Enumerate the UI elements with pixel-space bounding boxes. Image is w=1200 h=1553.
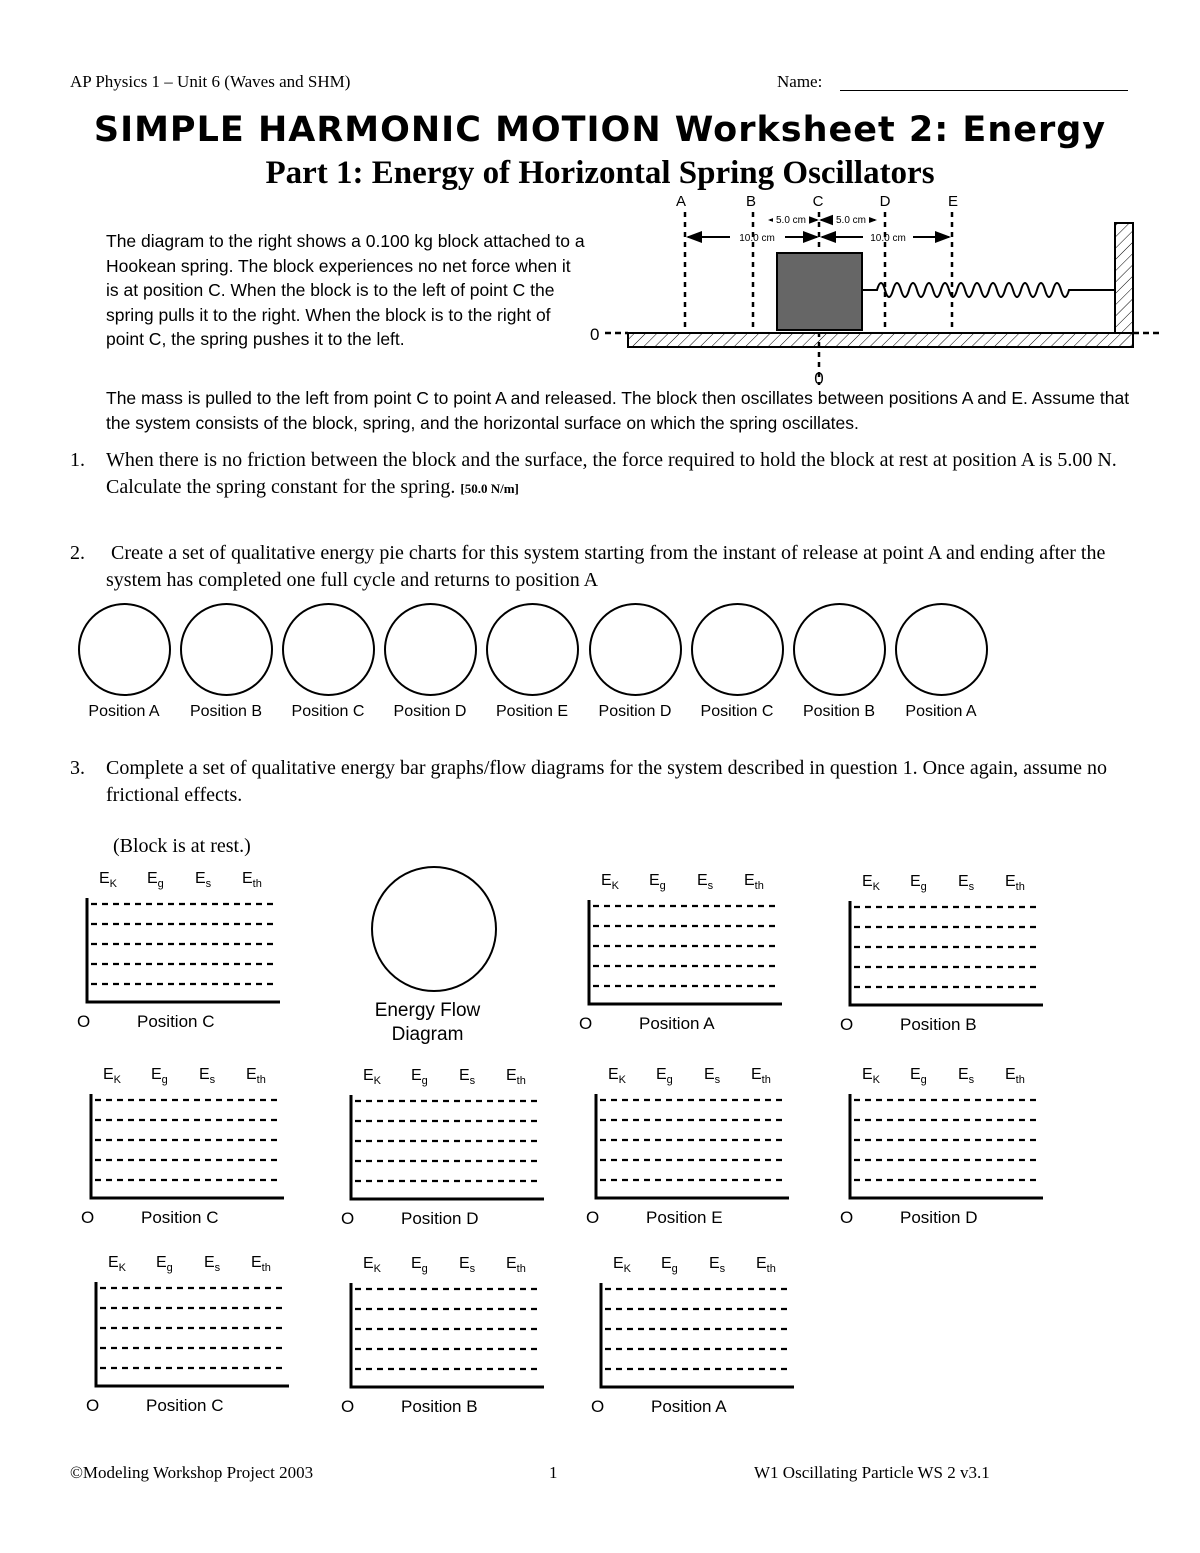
- q3-number: 3.: [70, 757, 85, 779]
- footer-copyright: ©Modeling Workshop Project 2003: [70, 1463, 314, 1482]
- footer-doc-id: W1 Oscillating Particle WS 2 v3.1: [754, 1463, 990, 1482]
- energy-label-k: [363, 1067, 381, 1087]
- worksheet-title: SIMPLE HARMONIC MOTION Worksheet 2: Energy: [93, 110, 1107, 150]
- energy-subscript: K: [373, 1075, 382, 1088]
- q2-text: Create a set of qualitative energy pie charts for this system starting from the instant of release at point A and ending after the system has completed one full cycle and returns to position A: [106, 542, 1106, 591]
- graph-position-label: Position D: [401, 1209, 479, 1228]
- origin-label: O: [341, 1209, 355, 1228]
- pie-chart-circle[interactable]: [793, 603, 886, 696]
- pie-chart-label: Position A: [905, 703, 977, 720]
- energy-subscript: s: [968, 881, 975, 894]
- energy-subscript: th: [761, 1074, 771, 1087]
- bar-graph-axes: [349, 1095, 549, 1205]
- point-label-b: B: [745, 193, 757, 210]
- energy-label-th: [251, 1254, 271, 1274]
- energy-symbol: E: [506, 1067, 517, 1084]
- energy-symbol: E: [661, 1255, 672, 1272]
- energy-label-th: [246, 1066, 266, 1086]
- energy-bar-graph[interactable]: [341, 1255, 569, 1425]
- energy-subscript: K: [872, 881, 881, 894]
- pie-chart-label: Position A: [88, 703, 160, 720]
- energy-subscript: s: [214, 1262, 221, 1275]
- energy-symbol: E: [459, 1067, 470, 1084]
- energy-label-k: [108, 1254, 126, 1274]
- pie-chart-circle[interactable]: [384, 603, 477, 696]
- energy-symbol: E: [608, 1066, 619, 1083]
- origin-label: O: [840, 1015, 854, 1034]
- point-label-e: E: [947, 193, 959, 210]
- energy-subscript: th: [1015, 881, 1025, 894]
- energy-subscript: K: [872, 1074, 881, 1087]
- pie-chart-label: Position C: [291, 703, 365, 720]
- energy-symbol: E: [601, 872, 612, 889]
- energy-label-k: [99, 870, 117, 890]
- energy-label-k: [363, 1255, 381, 1275]
- energy-subscript: s: [205, 878, 212, 891]
- energy-flow-circle[interactable]: [371, 866, 497, 992]
- energy-subscript: th: [256, 1074, 266, 1087]
- energy-label-g: [151, 1066, 168, 1086]
- energy-subscript: th: [766, 1263, 776, 1276]
- graph-position-label: Position A: [639, 1014, 715, 1033]
- energy-subscript: K: [611, 880, 620, 893]
- energy-symbol: E: [756, 1255, 767, 1272]
- energy-subscript: g: [920, 881, 927, 894]
- energy-subscript: K: [109, 878, 118, 891]
- bar-graph-axes: [85, 898, 285, 1008]
- energy-bar-graph[interactable]: [586, 1066, 814, 1236]
- energy-label-g: [661, 1255, 678, 1275]
- energy-label-g: [411, 1067, 428, 1087]
- energy-label-s: [709, 1255, 725, 1275]
- part-title: Part 1: Energy of Horizontal Spring Oscillators: [265, 155, 935, 191]
- energy-flow-label: [340, 999, 515, 1047]
- rest-note: (Block is at rest.): [113, 835, 251, 857]
- energy-bar-graph[interactable]: [840, 1066, 1068, 1236]
- energy-symbol: E: [251, 1254, 262, 1271]
- pie-chart-label: Position D: [393, 703, 467, 720]
- origin-label: O: [586, 1208, 600, 1227]
- footer-page-number: 1: [549, 1463, 558, 1482]
- origin-label: O: [591, 1397, 605, 1416]
- energy-label-g: [411, 1255, 428, 1275]
- energy-symbol: E: [363, 1067, 374, 1084]
- intro-text: The diagram to the right shows a 0.100 kg block attached to a Hookean spring. The block experiences no net force when it is at position C. When the block is to the left of point C the spring pulls it to the right. When the block is to the right of point C, the spring pushes it to the left.: [106, 231, 585, 349]
- energy-symbol: E: [862, 873, 873, 890]
- energy-subscript: K: [118, 1262, 127, 1275]
- bar-graph-axes: [594, 1094, 794, 1204]
- energy-symbol: E: [199, 1066, 210, 1083]
- pie-chart-circle[interactable]: [691, 603, 784, 696]
- energy-symbol: E: [1005, 1066, 1016, 1083]
- energy-symbol: E: [195, 870, 206, 887]
- bar-graph-axes: [94, 1282, 294, 1392]
- energy-subscript: th: [516, 1263, 526, 1276]
- energy-label-th: [744, 872, 764, 892]
- q1-answer-hint: [50.0 N/m]: [460, 481, 519, 496]
- graph-position-label: Position C: [146, 1396, 224, 1415]
- energy-bar-graph[interactable]: [591, 1255, 819, 1425]
- energy-subscript: g: [659, 880, 666, 893]
- energy-subscript: th: [754, 880, 764, 893]
- energy-symbol: E: [411, 1255, 422, 1272]
- energy-symbol: E: [99, 870, 110, 887]
- energy-symbol: E: [910, 873, 921, 890]
- point-label-a: A: [675, 193, 687, 210]
- energy-label-k: [103, 1066, 121, 1086]
- energy-symbol: E: [147, 870, 158, 887]
- energy-symbol: E: [151, 1066, 162, 1083]
- energy-symbol: E: [704, 1066, 715, 1083]
- energy-subscript: th: [1015, 1074, 1025, 1087]
- energy-bar-graph[interactable]: [86, 1254, 314, 1424]
- energy-label-th: [242, 870, 262, 890]
- energy-label-g: [910, 1066, 927, 1086]
- block: [777, 253, 862, 330]
- q1-number: 1.: [70, 449, 85, 471]
- energy-symbol: E: [363, 1255, 374, 1272]
- energy-symbol: E: [910, 1066, 921, 1083]
- energy-label-s: [958, 873, 974, 893]
- energy-bar-graph[interactable]: [840, 873, 1068, 1043]
- setup-text: The mass is pulled to the left from point C to point A and released. The block then oscillates between positions A and E. Assume that the system consists of the block, spring, and the horizontal surface on which the spring oscillates.: [106, 388, 1130, 433]
- axis-lines: [91, 1094, 284, 1198]
- bar-graph-axes: [89, 1094, 289, 1204]
- zero-left-label: 0: [590, 325, 600, 344]
- q2-number: 2.: [70, 542, 85, 564]
- energy-symbol: E: [156, 1254, 167, 1271]
- energy-label-th: [756, 1255, 776, 1275]
- q3-text: Complete a set of qualitative energy bar graphs/flow diagrams for the system described in question 1. Once again, assume no frictional effects.: [106, 757, 1108, 806]
- energy-symbol: E: [958, 873, 969, 890]
- energy-label-s: [199, 1066, 215, 1086]
- dim-5cm-left: 5.0 cm: [775, 215, 807, 226]
- energy-symbol: E: [411, 1067, 422, 1084]
- axis-lines: [351, 1283, 544, 1387]
- energy-subscript: th: [252, 878, 262, 891]
- energy-symbol: E: [506, 1255, 517, 1272]
- energy-subscript: g: [421, 1263, 428, 1276]
- origin-label: O: [579, 1014, 593, 1033]
- point-label-d: D: [879, 193, 891, 210]
- graph-position-label: Position A: [651, 1397, 727, 1416]
- energy-subscript: s: [469, 1263, 476, 1276]
- energy-subscript: K: [113, 1074, 122, 1087]
- origin-label: O: [341, 1397, 355, 1416]
- pie-chart-label: Position C: [700, 703, 774, 720]
- bar-graph-axes: [848, 901, 1048, 1011]
- energy-label-g: [147, 870, 164, 890]
- pie-chart-circle[interactable]: [78, 603, 171, 696]
- pie-chart-circle[interactable]: [589, 603, 682, 696]
- name-label: Name:: [777, 72, 823, 91]
- origin-label: O: [86, 1396, 100, 1415]
- dim-5cm-right: 5.0 cm: [835, 215, 867, 226]
- energy-subscript: s: [469, 1075, 476, 1088]
- axis-lines: [850, 1094, 1043, 1198]
- bar-graph-axes: [599, 1283, 799, 1393]
- energy-label-g: [910, 873, 927, 893]
- course-header: AP Physics 1 – Unit 6 (Waves and SHM): [70, 72, 351, 91]
- energy-label-th: [1005, 873, 1025, 893]
- pie-chart-label: Position B: [189, 703, 263, 720]
- energy-subscript: s: [714, 1074, 721, 1087]
- energy-symbol: E: [958, 1066, 969, 1083]
- energy-subscript: s: [719, 1263, 726, 1276]
- energy-symbol: E: [246, 1066, 257, 1083]
- energy-subscript: g: [421, 1075, 428, 1088]
- energy-subscript: th: [261, 1262, 271, 1275]
- energy-label-th: [1005, 1066, 1025, 1086]
- energy-bar-graph[interactable]: [81, 1066, 309, 1236]
- pie-chart-circle[interactable]: [895, 603, 988, 696]
- energy-symbol: E: [744, 872, 755, 889]
- energy-symbol: E: [751, 1066, 762, 1083]
- energy-subscript: s: [707, 880, 714, 893]
- energy-symbol: E: [649, 872, 660, 889]
- energy-symbol: E: [242, 870, 253, 887]
- energy-symbol: E: [709, 1255, 720, 1272]
- energy-subscript: g: [166, 1262, 173, 1275]
- axis-lines: [351, 1095, 544, 1199]
- energy-subscript: g: [666, 1074, 673, 1087]
- energy-label-s: [459, 1067, 475, 1087]
- graph-position-label: Position E: [646, 1208, 723, 1227]
- origin-label: O: [77, 1012, 91, 1031]
- energy-subscript: g: [161, 1074, 168, 1087]
- energy-symbol: E: [108, 1254, 119, 1271]
- pie-chart-label: Position E: [495, 703, 569, 720]
- energy-label-s: [204, 1254, 220, 1274]
- pie-chart-circle[interactable]: [180, 603, 273, 696]
- energy-subscript: K: [618, 1074, 627, 1087]
- axis-lines: [87, 898, 280, 1002]
- pie-chart-label: Position D: [598, 703, 672, 720]
- energy-symbol: E: [1005, 873, 1016, 890]
- name-line: [840, 90, 1128, 91]
- spring-diagram: [585, 190, 1175, 390]
- energy-flow-label-line1: Energy Flow: [374, 1000, 481, 1021]
- energy-label-k: [613, 1255, 631, 1275]
- axis-lines: [589, 900, 782, 1004]
- q1-body: When there is no friction between the block and the surface, the force required to hold the block at rest at position A is 5.00 N. Calculate the spring constant for the spring.: [106, 449, 1117, 498]
- energy-label-k: [862, 1066, 880, 1086]
- floor: [628, 333, 1133, 347]
- q1-text: [106, 447, 1146, 502]
- pie-chart-circle[interactable]: [486, 603, 579, 696]
- energy-subscript: g: [157, 878, 164, 891]
- energy-symbol: E: [204, 1254, 215, 1271]
- bar-graph-axes: [587, 900, 787, 1010]
- energy-label-th: [751, 1066, 771, 1086]
- energy-bar-graph[interactable]: [579, 872, 807, 1042]
- energy-label-k: [601, 872, 619, 892]
- energy-label-g: [656, 1066, 673, 1086]
- energy-symbol: E: [459, 1255, 470, 1272]
- origin-label: O: [840, 1208, 854, 1227]
- energy-label-g: [649, 872, 666, 892]
- energy-subscript: K: [623, 1263, 632, 1276]
- energy-label-s: [459, 1255, 475, 1275]
- energy-subscript: g: [671, 1263, 678, 1276]
- axis-lines: [96, 1282, 289, 1386]
- dim-10cm-left: 10.0 cm: [739, 233, 775, 244]
- energy-symbol: E: [103, 1066, 114, 1083]
- graph-position-label: Position C: [141, 1208, 219, 1227]
- graph-position-label: Position B: [900, 1015, 977, 1034]
- energy-symbol: E: [613, 1255, 624, 1272]
- energy-symbol: E: [697, 872, 708, 889]
- origin-label: O: [81, 1208, 95, 1227]
- energy-subscript: s: [968, 1074, 975, 1087]
- energy-bar-graph[interactable]: [77, 870, 305, 1040]
- energy-subscript: g: [920, 1074, 927, 1087]
- energy-label-g: [156, 1254, 173, 1274]
- point-label-c: C: [812, 193, 824, 210]
- zero-bottom-label: 0: [814, 369, 824, 388]
- energy-symbol: E: [862, 1066, 873, 1083]
- energy-bar-graph[interactable]: [341, 1067, 569, 1237]
- bar-graph-axes: [848, 1094, 1048, 1204]
- graph-position-label: Position B: [401, 1397, 478, 1416]
- energy-label-th: [506, 1067, 526, 1087]
- axis-lines: [850, 901, 1043, 1005]
- energy-subscript: th: [516, 1075, 526, 1088]
- graph-position-label: Position D: [900, 1208, 978, 1227]
- energy-label-k: [862, 873, 880, 893]
- pie-chart-circle[interactable]: [282, 603, 375, 696]
- energy-label-th: [506, 1255, 526, 1275]
- energy-label-s: [958, 1066, 974, 1086]
- wall: [1115, 223, 1133, 333]
- energy-label-k: [608, 1066, 626, 1086]
- axis-lines: [596, 1094, 789, 1198]
- energy-label-s: [704, 1066, 720, 1086]
- energy-subscript: K: [373, 1263, 382, 1276]
- bar-graph-axes: [349, 1283, 549, 1393]
- energy-subscript: s: [209, 1074, 216, 1087]
- energy-symbol: E: [656, 1066, 667, 1083]
- axis-lines: [601, 1283, 794, 1387]
- energy-label-s: [195, 870, 211, 890]
- energy-flow-label-line2: Diagram: [391, 1024, 464, 1045]
- graph-position-label: Position C: [137, 1012, 215, 1031]
- dim-10cm-right: 10.0 cm: [870, 233, 906, 244]
- pie-chart-label: Position B: [802, 703, 876, 720]
- energy-label-s: [697, 872, 713, 892]
- spring: [862, 283, 1115, 297]
